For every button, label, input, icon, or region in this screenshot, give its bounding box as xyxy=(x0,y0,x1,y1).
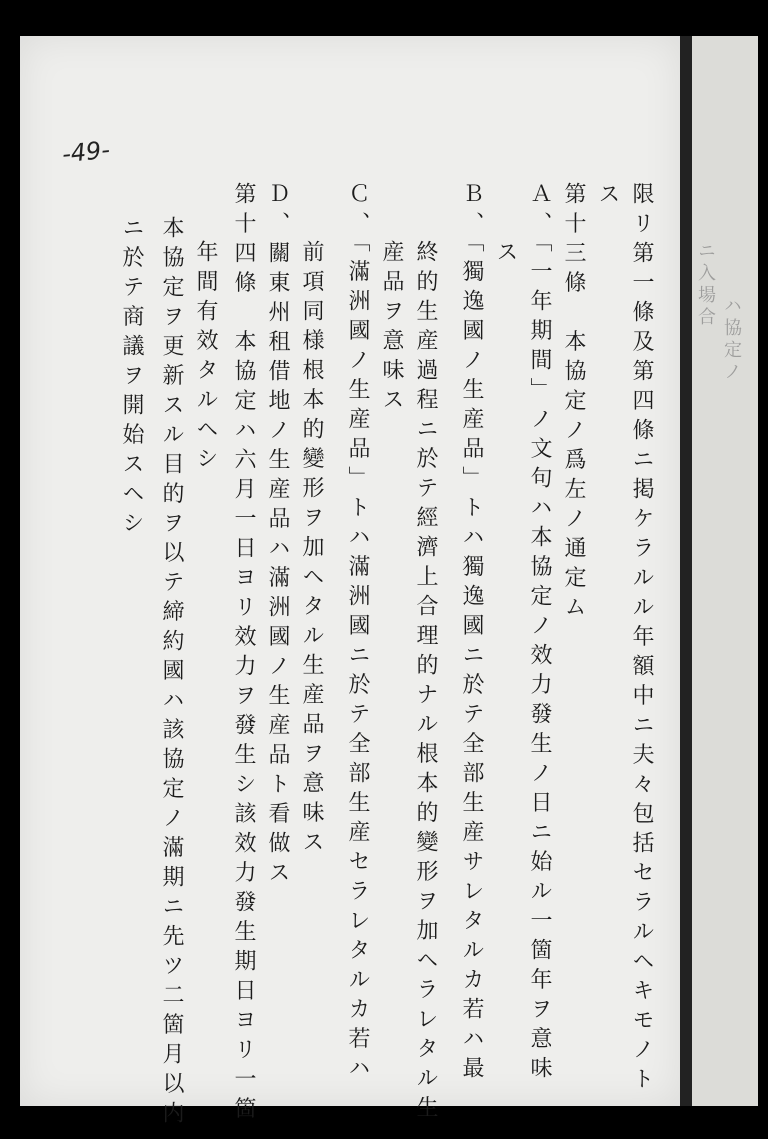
text-column-14: 本協定ヲ更新スル目的ヲ以テ締約國ハ該協定ノ滿期ニ先ツ二箇月以内 xyxy=(159,216,184,1131)
text-column-1: 限リ第一條及第四條ニ掲ケラルル年額中ニ夫々包括セラルヘキモノト xyxy=(629,182,654,1097)
text-column-6: Ｂ、「獨逸國ノ生産品」トハ獨逸國ニ於テ全部生産サレタルカ若ハ最 xyxy=(459,182,484,1086)
adjacent-page-edge xyxy=(692,36,758,1106)
text-column-5: ス xyxy=(493,240,518,270)
text-column-12: 第十四條 本協定ハ六月一日ヨリ效力ヲ發生シ該效力發生期日ヨリ一箇 xyxy=(231,182,256,1126)
text-column-13: 年間有效タルヘシ xyxy=(193,240,218,476)
text-column-15: ニ於テ商議ヲ開始スヘシ xyxy=(119,216,144,541)
text-column-2: ス xyxy=(595,182,620,212)
text-column-9: Ｃ、「滿洲國ノ生産品」トハ滿洲國ニ於テ全部生産セラレタルカ若ハ xyxy=(345,182,370,1086)
page-gutter xyxy=(680,36,692,1106)
page-number: -49- xyxy=(60,135,112,169)
text-column-3: 第十三條 本協定ノ爲左ノ通定ム xyxy=(561,182,586,625)
text-column-11: Ｄ、關東州租借地ノ生産品ハ滿洲國ノ生産品ト看做ス xyxy=(265,182,290,890)
text-column-10: 前項同様根本的變形ヲ加ヘタル生産品ヲ意味ス xyxy=(299,240,324,860)
adjacent-page-text-0: ニ入場合 xyxy=(695,241,716,329)
adjacent-page-text-1: ハ協定ノ xyxy=(721,296,742,384)
text-column-4: Ａ、「一年期間」ノ文句ハ本協定ノ效力發生ノ日ニ始ル一箇年ヲ意味 xyxy=(527,182,552,1086)
text-column-7: 終的生産過程ニ於テ經濟上合理的ナル根本的變形ヲ加ヘラレタル生 xyxy=(413,240,438,1125)
text-column-8: 産品ヲ意味ス xyxy=(379,240,404,417)
